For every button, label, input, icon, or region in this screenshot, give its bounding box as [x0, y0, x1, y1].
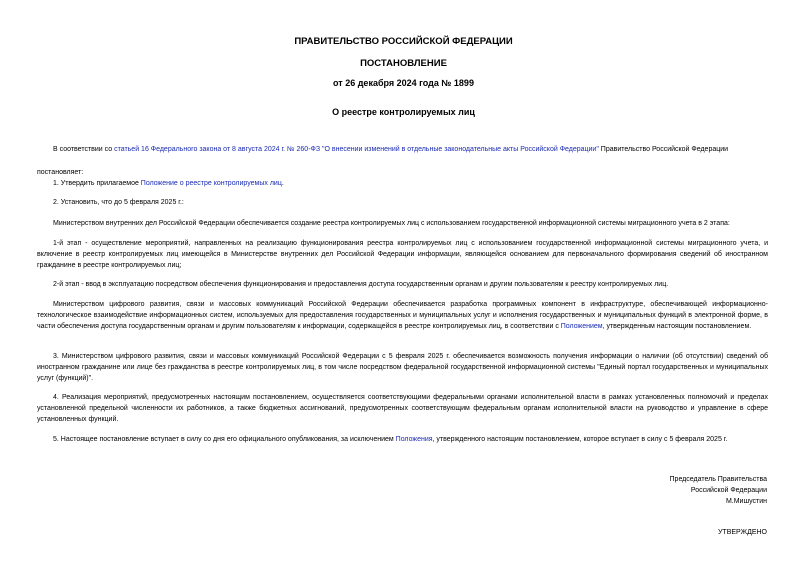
paragraph-6	[37, 299, 768, 332]
intro-paragraph	[37, 144, 768, 155]
paragraph-9-text: 5. Настоящее постановление вступает в силу со дня его официального опубликования, за исключением	[53, 436, 396, 443]
regulation-link[interactable]: Положение о реестре контролируемых лиц	[140, 180, 282, 187]
paragraph-9	[37, 434, 768, 445]
signature-position: Председатель Правительства	[669, 476, 767, 483]
paragraph-5: 2-й этап - ввод в эксплуатацию посредством обеспечения функционирования и предоставления доступа государственным органам и другим пользователям к реестру контролируемых лиц.	[53, 281, 669, 288]
paragraph-8: 4. Реализация мероприятий, предусмотренных настоящим постановлением, осуществляется соответствующими федеральными органами исполнительной власти в рамках установленных полномочий и пределах установленной предельной численности их работников, а также бюджетных ассигнований, предусмотренных соответствующим федеральным органам исполнительной власти на руководство и управление в сфере установленных функций.	[37, 394, 768, 423]
paragraph-2: 2. Установить, что до 5 февраля 2025 г.:	[53, 199, 184, 206]
approved-label: УТВЕРЖДЕНО	[717, 529, 767, 536]
paragraph-6-text: Министерством цифрового развития, связи и массовых коммуникаций Российской Федерации обеспечивается разработка программных компонент в инфраструктуре, обеспечивающей информационно-технологическое взаимодействие информационных систем, используемых для предоставления государственных и муниципальных услуг и исполнения государственных и муниципальных функций в электронной форме, в части обеспечения доступа государственным органам и другим пользователям к информации, содержащейся в реестре контролируемых лиц, в соответствии с	[37, 301, 768, 330]
regulation-link-3[interactable]: Положения	[395, 436, 433, 443]
paragraph-1-end: .	[281, 180, 284, 187]
intro-text: В соответствии со	[53, 146, 115, 153]
paragraph-9-end: , утвержденного настоящим постановлением, которое вступает в силу с 5 февраля 2025 г.	[432, 436, 728, 443]
paragraph-6-end: , утвержденным настоящим постановлением.	[602, 323, 752, 330]
signature-name: М.Мишустин	[725, 498, 767, 505]
intro-text-end: Правительство Российской Федерации	[598, 146, 729, 153]
regulation-link-2[interactable]: Положением	[560, 323, 603, 330]
document-date-number: от 26 декабря 2024 года № 1899	[333, 78, 474, 88]
document-type: ПОСТАНОВЛЕНИЕ	[360, 58, 447, 69]
signature-country: Российской Федерации	[690, 487, 767, 494]
government-heading: ПРАВИТЕЛЬСТВО РОССИЙСКОЙ ФЕДЕРАЦИИ	[294, 36, 513, 47]
paragraph-4: 1-й этап - осуществление мероприятий, направленных на реализацию функционирования реестра контролируемых лиц с использованием государственной информационной системы миграционного учета, и включение в реестр контролируемых лиц имеющейся в Министерстве внутренних дел Российской Федерации информации, являющейся основанием для первоначального формирования сведений об иностранном гражданине в реестре контролируемых лиц;	[37, 240, 768, 269]
paragraph-1	[37, 178, 768, 189]
paragraph-7: 3. Министерством цифрового развития, связи и массовых коммуникаций Российской Федерации с 5 февраля 2025 г. обеспечивается возможность получения информации о наличии (об отсутствии) сведений об иностранном гражданине или лице без гражданства в реестре контролируемых лиц, в том числе посредством федеральной государственной информационной системы "Единый портал государственных и муниципальных услуг (функций)".	[37, 353, 768, 382]
signature-block	[670, 474, 767, 507]
paragraph-1-text: 1. Утвердить прилагаемое	[53, 180, 141, 187]
decree-word: постановляет:	[37, 169, 84, 176]
law-article-link[interactable]: статьей 16 Федерального закона от 8 августа 2024 г. № 260-ФЗ "О внесении изменений в отдельные законодательные акты Российской Федерации"	[114, 146, 599, 153]
document-title: О реестре контролируемых лиц	[332, 107, 475, 117]
paragraph-3: Министерством внутренних дел Российской Федерации обеспечивается создание реестра контролируемых лиц с использованием государственной информационной системы миграционного учета в 2 этапа:	[53, 220, 730, 227]
